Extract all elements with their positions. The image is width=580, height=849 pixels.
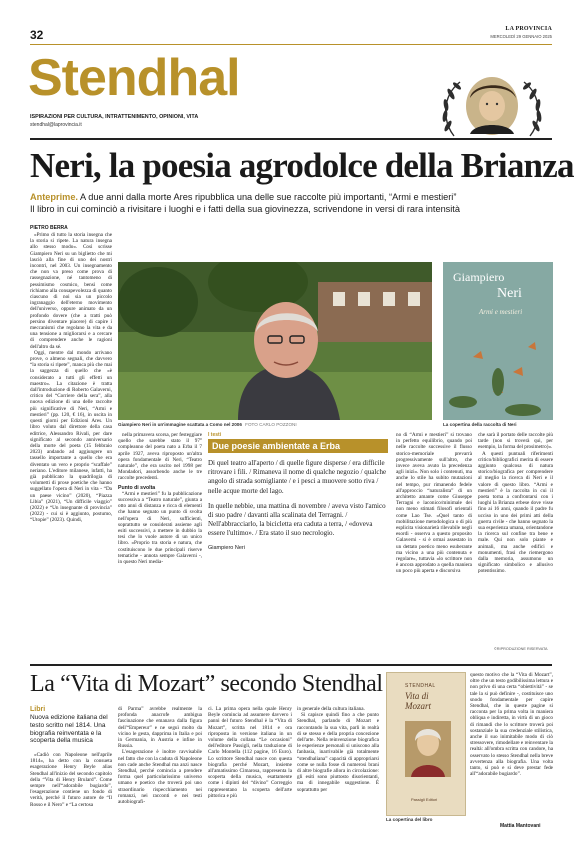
article2-col2-p2: L'esagerazione è inoltre ravvisabile nel fatto che con la caduta di Napoleone non cade anche Stendhal ma anzi nasce Stendhal, perché comincia a prendere forma quel particolarissimo universo umano e poetico che troverà poi uno straordinario rispecchiamento nei romanzi, nei racconti e nei testi autobiografi- — [118, 749, 202, 806]
article1-col4-p2: A questi puntuali riferimenti critico/bibliografici merita di essere aggiunto qualcosa di natura storico/biografica per comprendere al meglio la ricerca di Neri e il valore di questo libro. “Armi e mestieri” è la raccolta in cui il poeta torna a confrontarsi con i luoghi la Brianza erbese dove visse fino ai 16 anni, quando il padre fu ucciso in uno dei primi atti della guerra civile - che hanno segnato la sua esperienza umana, orientandone la ricerca sul confine tra bene e male. Qui non solo piante e animali, ma anche edifici e monumenti, frasi che riemergono dalla memoria, assumono un significato simbolico e allusivo potentissimo. — [478, 450, 553, 575]
article2-author: Mattia Mantovani — [500, 823, 541, 829]
article1-headline: Neri, la poesia agrodolce della Brianza — [30, 146, 574, 185]
cover-author-last: Neri — [497, 286, 522, 301]
book-caption: La copertina della raccolta di Neri — [443, 422, 517, 427]
mozart-caption: La copertina del libro — [386, 817, 433, 822]
stendhal-portrait — [432, 76, 552, 140]
mozart-cover-author: STENDHAL — [405, 683, 436, 689]
article1-subhead: Punto di svolta — [118, 484, 156, 491]
article2-col5 — [470, 672, 553, 822]
article1-col1-p2: Oggi, mentre dal mondo arrivano prove, o almeno segnali, che davvero “la storia si ripete”, manca più che mai la saggezza di quello che «è considerato a tutti gli effetti un maestro». La citazione è tratta dall'introduzione di Roberto Galaverni, critico del “Corriere della sera”, alla nuova edizione di una delle raccolte più significative di Neri, “Armi e mestieri” (pp. 120, € 16), in uscita in questi giorni per Edizioni Ares. Un libro voluto dal direttore della casa editrice, Alessandro Rivali, per dare significato al secondo anniversario della morte del poeta (15 febbraio 2023) andando ad aggiungere un tassello importante a quello che era diventato un vero e proprio “scaffale” neriano. L'editore milanese, infatti, ha già pubblicato la quadrilogia di volumetti di prose poetiche che hanno suggellato l'opera di Neri in vita - “Da un paese vicino” (2020), “Piazza Libia” (2021), “Un difficile viaggio” (2022) e “Un insegnante di provincia” (2022) - cui si è aggiunto, postumo, “Utopie” (2023). Quindi, — [30, 349, 112, 524]
section-title: Stendhal — [28, 49, 240, 107]
neri-portrait-photo-icon — [118, 262, 432, 420]
neri-photo — [118, 262, 432, 420]
article2-headline: La “Vita di Mozart” secondo Stendhal — [30, 671, 383, 697]
paper-name: LA PROVINCIA — [505, 26, 552, 32]
article2-col1 — [30, 752, 112, 826]
article1-byline: PIETRO BERRA — [30, 225, 68, 231]
article1-col3 — [396, 432, 472, 657]
page-number: 32 — [30, 28, 44, 42]
mozart-cover — [386, 672, 466, 816]
article1-deck-2: Il libro in cui cominciò a rivisitare i luoghi e i fatti della sua giovinezza, scrivendone in versi di rara intensità — [30, 203, 460, 214]
article1-kicker: Anteprime. — [30, 192, 78, 202]
article2-deck: Nuova edizione italiana del testo scritto nel 1814. Una biografia reinventata e la scoperta della musica — [30, 714, 108, 745]
mozart-cover-title: Vita di Mozart — [405, 691, 432, 711]
cover-title: Armi e mestieri — [479, 308, 523, 316]
photo-credit: FOTO CARLO POZZONI — [245, 422, 297, 427]
section-email: stendhal@laprovincia.it — [30, 122, 82, 128]
article2-col3-p1: ci. La prima opera nella quale Henry Beyle comincia ad assumere davvero i panni del futuro Stendhal è la “Vita di Mozart”, scritta nel 1814 e ora riproposta in versione italiana in un volume della collana “Le occasioni” dell'editore Passigli, nella traduzione di Carlo Montella (112 pagine, 16 Euro). Lo scrittore Stendhal nasce con questa biografia perché Mozart, insieme all'amatissimo Cimarosa, rappresenta la scoperta della musica, esattamente come i dipinti del “divino” Correggio rappresentano la scoperta dell'arte pittorica e più — [208, 706, 292, 799]
article2-col4 — [297, 706, 379, 826]
header-rule — [30, 138, 552, 140]
poems-box-title: Due poesie ambientate a Erba — [208, 439, 388, 453]
masthead-rule — [30, 44, 552, 45]
poems-box — [208, 432, 388, 657]
article1-col2-p1: nella primavera scorsa, per festeggiare quello che sarebbe stato il 97° compleanno del poeta nato a Erba il 7 aprile 1927, aveva riproposto un'altra opera fondamentale di Neri, “Teatro naturale”, che era uscito nel 1998 per Mondadori, assorbendo anche le tre raccolte precedenti. — [118, 432, 202, 482]
photo-caption — [118, 422, 432, 427]
poems-credit: Giampiero Neri — [208, 544, 245, 551]
article1-col2 — [118, 432, 202, 662]
photo-caption-text: Giampiero Neri in un'immagine scattata a Como nel 2006 — [118, 422, 242, 427]
copyright: ©RIPRODUZIONE RISERVATA — [494, 647, 548, 651]
poem-2: In quelle nebbie, una mattina di novembre / aveva visto l'amico di suo padre / davanti alla scalinata del Terragni. / Nell'abbracciarlo, la bicicletta era caduta a terra, / «doveva essere l'ultimo». / Era stato il suo necrologio. — [208, 501, 386, 538]
article2-col2-p1: di Parma” avrebbe realmente la profonda anacrofe ambigua fascinazione che emanava dalla figura dell'“Empereur” e ne seguì molto da vicino le gesta, dapprima in Italia e poi in Germania, in Austria e infine in Russia. — [118, 706, 202, 750]
section-subtitle: ISPIRAZIONI PER CULTURA, INTRATTENIMENTO, OPINIONI, VITA — [30, 114, 199, 120]
article2-col1-p1: «Cadiò con Napoleone nell'aprile 1814», ha detto con la consueta esagerazione Henry Beyle alias Stendhal all'inizio del secondo capitolo della “Vita di Henry Brulard”. Come sempre nell'“adorabile bugiardo”, l'esagerazione contiene un fondo di verità, perché il futuro autore de “Il Rosso e il Nero” e “La certosa — [30, 752, 112, 808]
poem-1: Di quel teatro all'aperto / di quelle figure disperse / era difficile ritrovare i fili. / Rimaneva il nome di qualche negozio / qualche angolo di strada somigliante / e i pesci a muovere sotto riva / nelle acque morte del lago. — [208, 459, 387, 495]
cover-author-first: Giampiero — [453, 270, 505, 284]
laurel-portrait-icon — [432, 76, 552, 140]
article2-kicker: Libri — [30, 706, 46, 713]
article1-col1 — [30, 232, 112, 657]
article1-col2-p2: “Armi e mestieri” fu la pubblicazione successiva a “Teatro naturale”, giunta a otto anni di distanza e ricca di elementi che hanno segnato un punto di svolta nell'opera di Neri, sufficienti, soprattutto se considerati assieme agli esiti successivi, a mettere in dubbio la tesi che lo vuole autore di un unico libro. «Proprio tra storia e natura, che costituiscono le due principali riserve tematiche - annota sempre Galaverni -, in questo Neri media- — [118, 490, 202, 566]
article2-col5-p1: questo motivo che la “Vita di Mozart”, oltre che un testo godibilissima lettura e non privo di una certa “obiettività” - se tale la si può definire -, costituisce uno snodo fondamentale per capire Stendhal, che in queste pagine si racconta per la prima volta in maniera obliqua e indiretta, in virtù di un gioco di rimandi che lo scrittore troverà poi sostanziale la sua credenziale stilistica, anche il suo inimitabile modo di ciò stressovere, rimodellare e reinventare la realtà: all'ombra scritta con candore, ha osservato lo stesso Stendhal nella breve avvertenza alla biografia. Una volta tanto, si può e si deve prestar fede all'“adorabile bugiardo”. — [470, 672, 553, 778]
article-divider — [30, 664, 552, 666]
article2-col4-p1: in generale della cultura italiana. — [297, 706, 365, 712]
mozart-portrait-icon — [405, 721, 451, 777]
article2-col3 — [208, 706, 292, 826]
article1-col3-p1: no di “Armi e mestieri” si trovano in perfetto equilibrio, quando poi nelle raccolte successive il flusso storico-memoriale prevarrà progressivamente sull'altro, che invece aveva avuto la precedenza agli inizi». Non solo i contenuti, ma anche lo stile ha subito mutazioni nel tempo, pur rimanendo fedele all'approccio “naturalista” di un architetto amante come Giuseppe Terragni e laconico/minimale dei non meno stimati filosofi orientali come Lao Tse. «Quel tanto di mobilitazione metodologica o di più esplicita visionarietà rilevabile negli esordi - osserva a questo proposito Galaverni - si è ormai assestato in un dettato poetico meno esuberante ma vicino a una più contenuta e regolare», tuttavia «lo scrittore non è ancora approdato a quella maniera un poco più aperta e discorsiva — [396, 432, 472, 575]
mozart-cover-publisher: Passigli Editori — [411, 797, 438, 802]
article1-col4 — [478, 432, 553, 644]
poems-box-label: I testi — [208, 432, 222, 438]
article2-col4-p2: Si capisce quindi fino a che punto Stendhal, parlando di Mozart e raccontando la sua vita, parli in realtà di se stesso e della propria concezione dell'arte. Nella reinvenzione biografica le esperienze personali si uniscono alla fanbasia, inarrivabile già totalmente “stendhaliana” capacità di appropriarsi come se nulla fosse di numerosi brani di altre biografie allora in circolazione: gli esiti sono piuttosto disorientanti, ma di innegabile suggestione. È soprattutto per — [297, 712, 379, 793]
armi-mestieri-cover — [443, 262, 553, 420]
article1-deck-1: A due anni dalla morte Ares ripubblica una delle sue raccolte più importanti, “Armi e mestieri” — [80, 192, 457, 202]
article1-col1-p1: «Primo di tutto la storia insegna che la storia si ripete. La natura insegna allo stesso modo». Così scrisse Giampiero Neri su un biglietto che mi lasciò alla fine di uno dei nostri incontri, nel 2003. Un insegnamento che non va preso come prova di rassegnazione, né tantomeno di pessimismo cosmico, bensì come richiamo alla consapevolezza di quanto ciascuno di noi sia un piccolo ingranaggio dell'eterno movimento dell'universo, oppure animato da un profondo dovere (che a tratti può persino diventare piacere) di capire i meccanismi che regolano la vita e da una tensione a migliorarsi e a cercare di comprendere anche le ragioni dell'altro da sé. — [30, 232, 112, 350]
issue-date: MERCOLEDÌ 29 GENNAIO 2025 — [490, 34, 552, 39]
article2-col2 — [118, 706, 202, 826]
article1-deck — [30, 192, 552, 215]
article1-col4-p1: che sarà il portato delle raccolte più tarde (non si troverà qui, per esempio, la forma del prosimetro)». — [478, 432, 553, 451]
